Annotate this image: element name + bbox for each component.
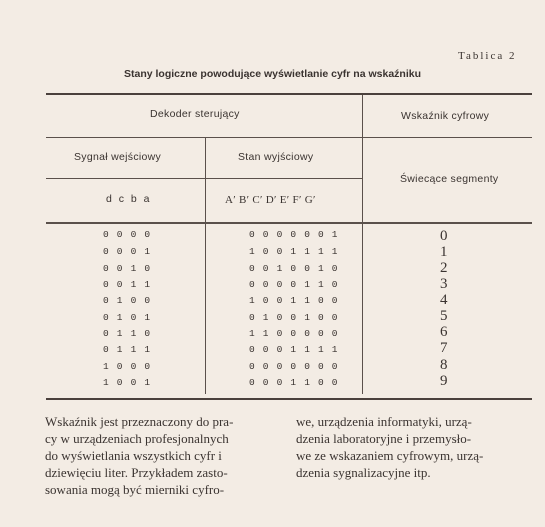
- input-code: 0 0 1 1: [103, 279, 152, 290]
- divider-header-row: [46, 137, 532, 138]
- output-code: 1 0 0 1 1 1 1: [249, 246, 339, 257]
- output-code: 0 0 0 1 1 1 1: [249, 344, 339, 355]
- input-code: 0 1 1 0: [103, 328, 152, 339]
- paragraph-line: dzenia sygnalizacyjne itp.: [296, 465, 431, 480]
- segment-digit: 4: [440, 292, 448, 308]
- header-input-bits: d c b a: [106, 193, 152, 205]
- segment-digit: 6: [440, 324, 448, 340]
- paragraph-line: dziewięciu liter. Przykładem zasto-: [45, 465, 228, 480]
- input-code: 0 0 1 0: [103, 263, 152, 274]
- segment-digit: 2: [440, 260, 448, 276]
- input-code: 0 0 0 1: [103, 246, 152, 257]
- divider-col-sub: [205, 138, 206, 394]
- header-output-bits: A′ B′ C′ D′ E′ F′ G′: [225, 194, 316, 206]
- output-code: 1 1 0 0 0 0 0: [249, 328, 339, 339]
- input-code: 0 0 0 0: [103, 229, 152, 240]
- paragraph-line: cy w urządzeniach profesjonalnych: [45, 431, 229, 446]
- header-output: Stan wyjściowy: [238, 151, 314, 163]
- input-code: 0 1 0 1: [103, 312, 152, 323]
- input-code: 0 1 0 0: [103, 295, 152, 306]
- segment-digit: 3: [440, 276, 448, 292]
- divider-bits-row: [46, 178, 363, 179]
- paragraph-line: Wskaźnik jest przeznaczony do pra-: [45, 414, 234, 429]
- segment-digit: 0: [440, 228, 448, 244]
- input-code: 1 0 0 1: [103, 377, 152, 388]
- segment-digit: 7: [440, 340, 448, 356]
- segment-digit: 8: [440, 357, 448, 373]
- paragraph-line: we ze wskazaniem cyfrowym, urzą-: [296, 448, 484, 463]
- paragraph-line: dzenia laboratoryjne i przemysło-: [296, 431, 472, 446]
- input-code: 1 0 0 0: [103, 361, 152, 372]
- segment-digit: 9: [440, 373, 448, 389]
- output-code: 0 1 0 0 1 0 0: [249, 312, 339, 323]
- output-code: 0 0 0 1 1 0 0: [249, 377, 339, 388]
- header-indicator: Wskaźnik cyfrowy: [401, 110, 490, 122]
- paragraph-line: sowania mogą być mierniki cyfro-: [45, 482, 225, 497]
- header-decoder: Dekoder sterujący: [150, 108, 240, 120]
- divider-body-top: [46, 222, 532, 224]
- output-code: 1 0 0 1 1 0 0: [249, 295, 339, 306]
- header-input: Sygnał wejściowy: [74, 151, 162, 163]
- header-segments: Świecące segmenty: [400, 173, 499, 185]
- table-label: Tablica 2: [458, 50, 517, 62]
- output-code: 0 0 0 0 0 0 1: [249, 229, 339, 240]
- table-title: Stany logiczne powodujące wyświetlanie cyfr na wskaźniku: [123, 68, 421, 80]
- output-code: 0 0 0 0 0 0 0: [249, 361, 339, 372]
- input-code: 0 1 1 1: [103, 344, 152, 355]
- divider-col-main: [362, 95, 363, 394]
- segment-digit: 1: [440, 244, 448, 260]
- output-code: 0 0 0 0 1 1 0: [249, 279, 339, 290]
- paragraph-line: do wyświetlania wszystkich cyfr i: [45, 448, 222, 463]
- segment-digit: 5: [440, 308, 448, 324]
- output-code: 0 0 1 0 0 1 0: [249, 263, 339, 274]
- paragraph-line: we, urządzenia informatyki, urzą-: [296, 414, 472, 429]
